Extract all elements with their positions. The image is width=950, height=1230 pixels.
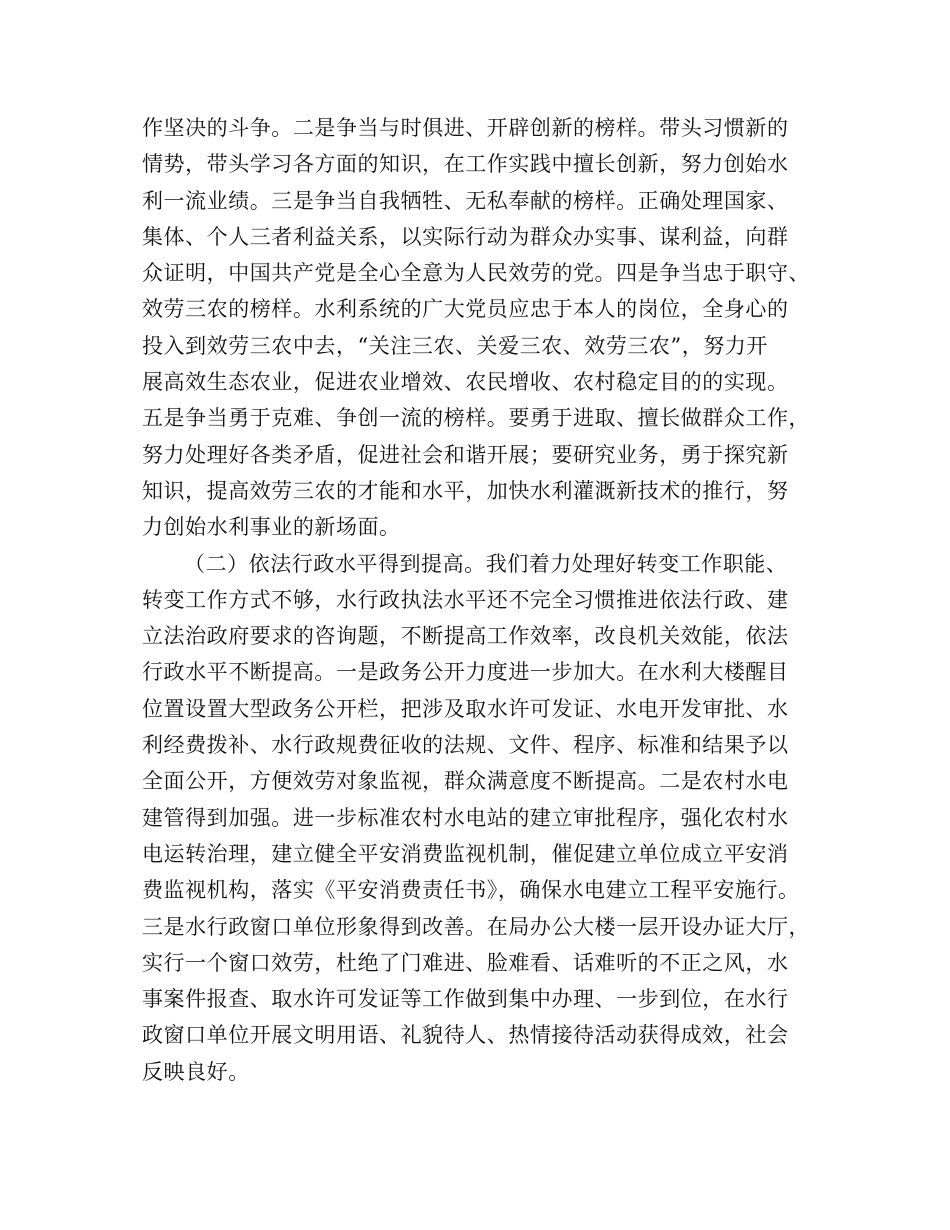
paragraph-line: 事案件报查、取水许可发证等工作做到集中办理、一步到位，在水行 [142, 987, 789, 1012]
paragraph-line: 投入到效劳三农中去，“关注三农、关爱三农、效劳三农”，努力开 [142, 333, 768, 358]
paragraph-line: （二）依法行政水平得到提高。我们着力处理好转变工作职能、 [184, 551, 788, 576]
paragraph-line: 费监视机构，落实《平安消费责任书》，确保水电建立工程平安施行。 [142, 878, 800, 903]
paragraph-line: 行政水平不断提高。一是政务公开力度进一步加大。在水利大楼醒目 [142, 660, 789, 685]
paragraph-line: 五是争当勇于克难、争创一流的榜样。要勇于进取、擅长做群众工作， [142, 406, 811, 431]
paragraph-line: 立法治政府要求的咨询题，不断提高工作效率，改良机关效能，依法 [142, 624, 789, 649]
paragraph-line: 利经费拨补、水行政规费征收的法规、文件、程序、标准和结果予以 [142, 733, 789, 758]
paragraph-1 [142, 110, 828, 546]
paragraph-line: 位置设置大型政务公开栏，把涉及取水许可发证、水电开发审批、水 [142, 696, 789, 721]
paragraph-line: 众证明，中国共产党是全心全意为人民效劳的党。四是争当忠于职守、 [142, 261, 811, 286]
paragraph-line: 情势，带头学习各方面的知识，在工作实践中擅长创新，努力创始水 [142, 152, 789, 177]
paragraph-line: 实行一个窗口效劳，杜绝了门难进、脸难看、话难听的不正之风，水 [142, 950, 789, 975]
paragraph-line: 展高效生态农业，促进农业增效、农民增收、农村稳定目的的实现。 [142, 370, 789, 395]
paragraph-line: 反映良好。 [142, 1059, 250, 1084]
paragraph-line: 努力处理好各类矛盾，促进社会和谐开展；要研究业务，勇于探究新 [142, 442, 789, 467]
paragraph-line: 作坚决的斗争。二是争当与时俱进、开辟创新的榜样。带头习惯新的 [142, 116, 789, 140]
paragraph-line: 力创始水利事业的新场面。 [142, 515, 401, 540]
paragraph-line: 政窗口单位开展文明用语、礼貌待人、热情接待活动获得成效，社会 [142, 1023, 789, 1048]
paragraph-line: 效劳三农的榜样。水利系统的广大党员应忠于本人的岗位，全身心的 [142, 297, 789, 322]
document-body [142, 110, 828, 1090]
paragraph-line: 利一流业绩。三是争当自我牺牲、无私奉献的榜样。正确处理国家、 [142, 188, 789, 213]
paragraph-2 [142, 546, 828, 1090]
paragraph-line: 集体、个人三者利益关系，以实际行动为群众办实事、谋利益，向群 [142, 224, 789, 249]
paragraph-line: 电运转治理，建立健全平安消费监视机制，催促建立单位成立平安消 [142, 841, 789, 866]
paragraph-line: 转变工作方式不够，水行政执法水平还不完全习惯推进依法行政、建 [142, 587, 789, 612]
paragraph-line: 三是水行政窗口单位形象得到改善。在局办公大楼一层开设办证大厅， [142, 914, 811, 939]
paragraph-line: 全面公开，方便效劳对象监视，群众满意度不断提高。二是农村水电 [142, 769, 789, 794]
paragraph-line: 知识，提高效劳三农的才能和水平，加快水利灌溉新技术的推行，努 [142, 478, 789, 503]
paragraph-line: 建管得到加强。进一步标准农村水电站的建立审批程序，强化农村水 [142, 805, 789, 830]
